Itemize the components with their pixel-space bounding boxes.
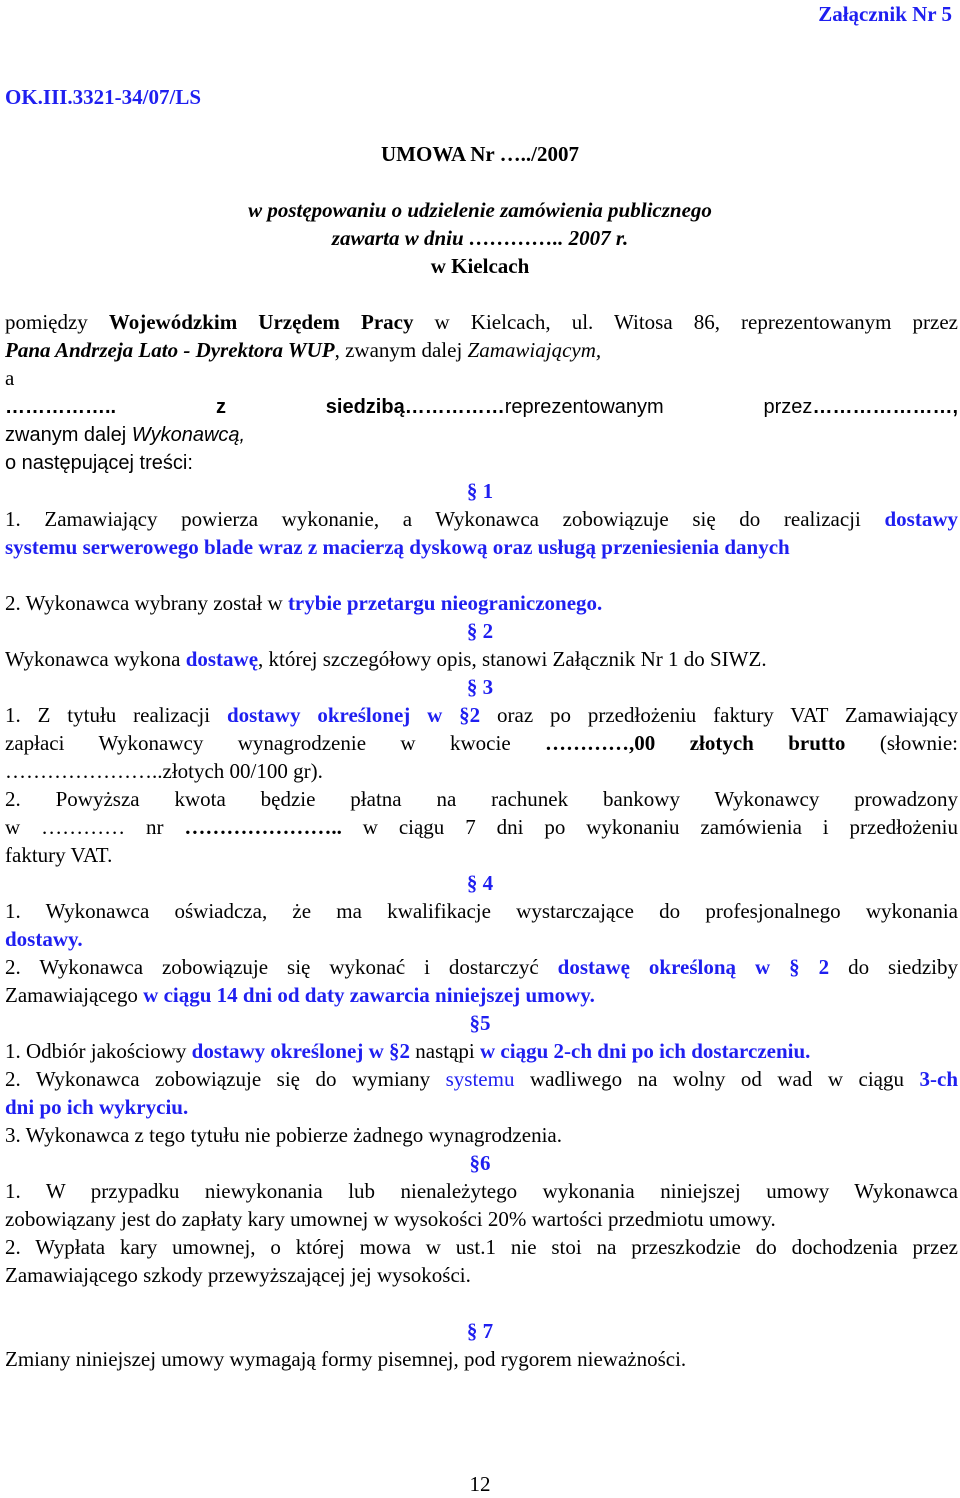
section-7-heading: § 7 bbox=[466, 1319, 494, 1343]
section-4-heading: § 4 bbox=[466, 871, 494, 895]
s5-line-3: dni po ich wykryciu. bbox=[5, 1095, 189, 1119]
parties-line-2: Pana Andrzeja Lato - Dyrektora WUP, zwanym dalej Zamawiającym, bbox=[5, 338, 602, 362]
s4-line-1: 1. Wykonawca oświadcza, że ma kwalifikacje wystarczające do profesjonalnego wykonania bbox=[5, 899, 958, 923]
section-3-heading: § 3 bbox=[466, 675, 494, 699]
s4-line-2: dostawy. bbox=[5, 927, 83, 951]
attachment-label: Załącznik Nr 5 bbox=[818, 2, 952, 26]
s7-line-1: Zmiany niniejszej umowy wymagają formy pisemnej, pod rygorem nieważności. bbox=[5, 1347, 687, 1371]
section-2-heading: § 2 bbox=[466, 619, 494, 643]
s3-line-2: zapłaci Wykonawcy wynagrodzenie w kwocie …………,00 złotych brutto (słownie: bbox=[5, 731, 958, 755]
s6-line-2: zobowiązany jest do zapłaty kary umownej w wysokości 20% wartości przedmiotu umowy. bbox=[5, 1207, 776, 1231]
s2-paragraph: Wykonawca wykona dostawę, której szczegółowy opis, stanowi Załącznik Nr 1 do SIWZ. bbox=[5, 647, 767, 671]
s6-line-4: Zamawiającego szkody przewyższającej jej wysokości. bbox=[5, 1263, 471, 1287]
parties-line-6: o następującej treści: bbox=[5, 452, 193, 474]
s1-paragraph-2: 2. Wykonawca wybrany został w trybie przetargu nieograniczonego. bbox=[5, 591, 603, 615]
s3-line-3: …………………..złotych 00/100 gr). bbox=[5, 759, 323, 783]
section-6-heading: §6 bbox=[469, 1151, 491, 1175]
s1-paragraph-1-line-1: 1. Zamawiający powierza wykonanie, a Wykonawca zobowiązuje się do realizacji dostawy bbox=[5, 507, 958, 531]
parties-line-1: pomiędzy Wojewódzkim Urzędem Pracy w Kielcach, ul. Witosa 86, reprezentowanym przez bbox=[5, 310, 959, 334]
s3-line-4: 2. Powyższa kwota będzie płatna na rachunek bankowy Wykonawcy prowadzony bbox=[5, 787, 958, 811]
s6-line-1: 1. W przypadku niewykonania lub nienależytego wykonania niniejszej umowy Wykonawca bbox=[5, 1179, 958, 1203]
parties-line-4: …………….. z siedzibą……………reprezentowanym przez…………………, bbox=[5, 396, 958, 418]
s6-line-3: 2. Wypłata kary umownej, o której mowa w ust.1 nie stoi na przeszkodzie do dochodzenia przez bbox=[5, 1235, 958, 1259]
s3-line-5: w ………… nr ………………….. w ciągu 7 dni po wykonaniu zamówienia i przedłożeniu bbox=[5, 815, 958, 839]
s3-line-1: 1. Z tytułu realizacji dostawy określonej w §2 oraz po przedłożeniu faktury VAT Zamawiający bbox=[5, 703, 958, 727]
parties-line-5: zwanym dalej Wykonawcą, bbox=[5, 424, 246, 446]
s5-line-2: 2. Wykonawca zobowiązuje się do wymiany systemu wadliwego na wolny od wad w ciągu 3-ch bbox=[5, 1067, 958, 1091]
contract-title: UMOWA Nr …../2007 bbox=[381, 142, 579, 166]
s5-line-1: 1. Odbiór jakościowy dostawy określonej w §2 nastąpi w ciągu 2-ch dni po ich dostarczeniu. bbox=[5, 1039, 811, 1063]
page-number: 12 bbox=[469, 1472, 491, 1496]
section-5-heading: §5 bbox=[469, 1011, 491, 1035]
title-procedure: w postępowaniu o udzielenie zamówienia publicznego bbox=[248, 198, 712, 222]
s4-line-4: Zamawiającego w ciągu 14 dni od daty zawarcia niniejszej umowy. bbox=[5, 983, 595, 1007]
s1-paragraph-1-line-2: systemu serwerowego blade wraz z macierzą dyskową oraz usługą przeniesienia danych bbox=[5, 535, 790, 559]
parties-line-3: a bbox=[5, 366, 15, 390]
s3-line-6: faktury VAT. bbox=[5, 843, 113, 867]
s4-line-3: 2. Wykonawca zobowiązuje się wykonać i dostarczyć dostawę określoną w § 2 do siedziby bbox=[5, 955, 959, 979]
title-date: zawarta w dniu ………….. 2007 r. bbox=[331, 226, 629, 250]
s5-line-4: 3. Wykonawca z tego tytułu nie pobierze żadnego wynagrodzenia. bbox=[5, 1123, 562, 1147]
section-1-heading: § 1 bbox=[466, 479, 494, 503]
title-place: w Kielcach bbox=[430, 254, 530, 278]
reference-number: OK.III.3321-34/07/LS bbox=[5, 85, 202, 109]
